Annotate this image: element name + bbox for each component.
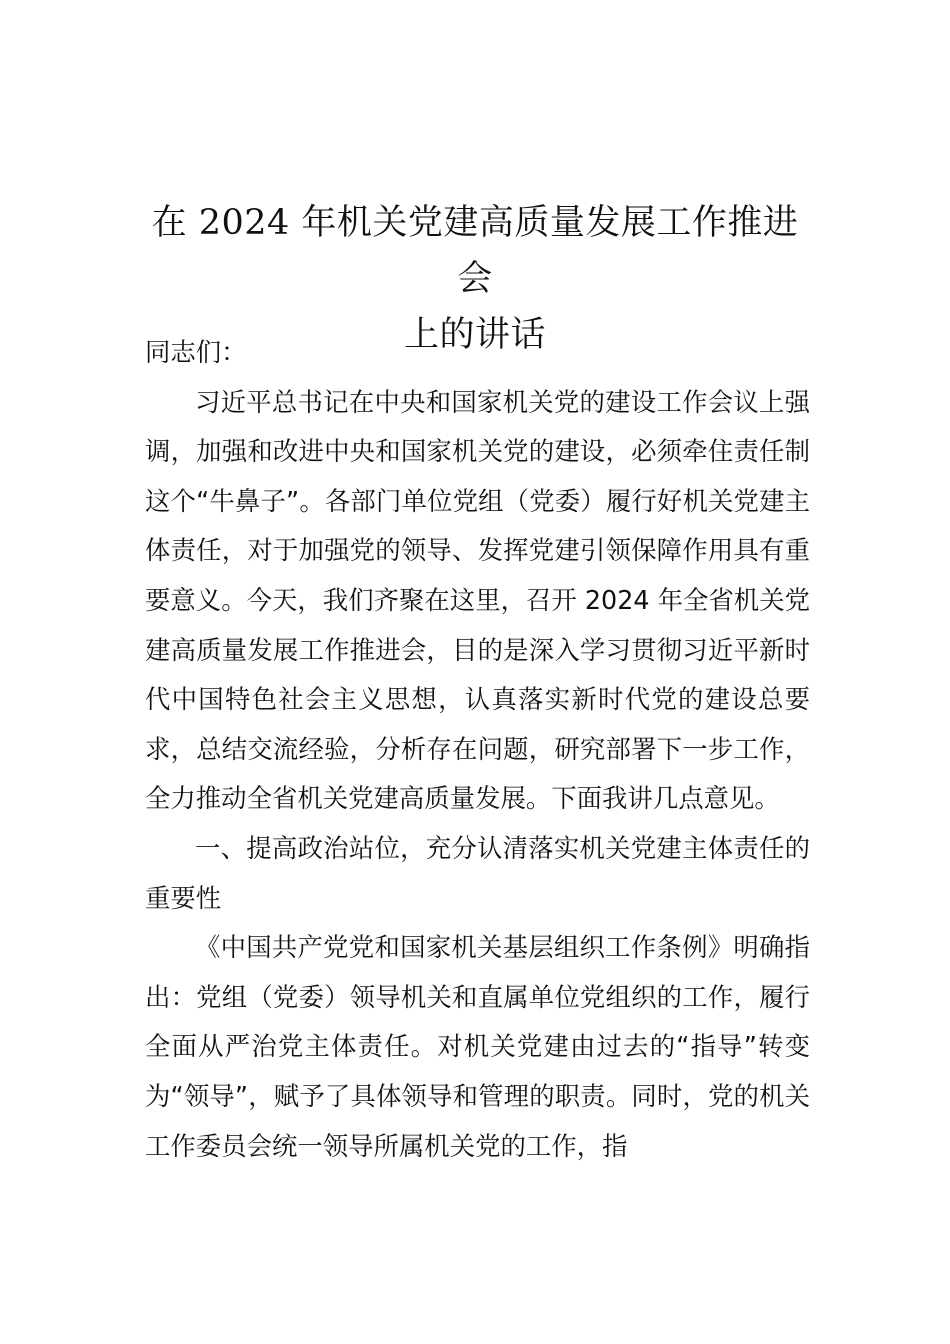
section-heading-1: 一、提高政治站位，充分认清落实机关党建主体责任的重要性 [145, 832, 810, 913]
paragraph-section-1: 《中国共产党党和国家机关基层组织工作条例》明确指出：党组（党委）领导机关和直属单位党组织的工作，履行全面从严治党主体责任。对机关党建由过去的“指导”转变为“领导”，赋予了具体领导和管理的职责。同时，党的机关工作委员会统一领导所属机关党的工作，指 [145, 932, 810, 1161]
title-line-2: 上的讲话 [403, 315, 546, 356]
salutation: 同志们： [145, 337, 247, 367]
document-body [145, 328, 810, 1171]
title-line-1: 在 2024 年机关党建高质量发展工作推进会 [151, 203, 799, 300]
paragraph-intro: 习近平总书记在中央和国家机关党的建设工作会议上强调，加强和改进中央和国家机关党的建设，必须牵住责任制这个“牛鼻子”。各部门单位党组（党委）履行好机关党建主体责任，对于加强党的领导、发挥党建引领保障作用具有重要意义。今天，我们齐聚在这里，召开 2024 年全省机关党建高质量发展工作推进会，目的是深入学习贯彻习近平新时代中国特色社会主义思想，认真落实新时代党的建设总要求，总结交流经验，分析存在问题，研究部署下一步工作，全力推动全省机关党建高质量发展。下面我讲几点意见。 [145, 386, 810, 814]
